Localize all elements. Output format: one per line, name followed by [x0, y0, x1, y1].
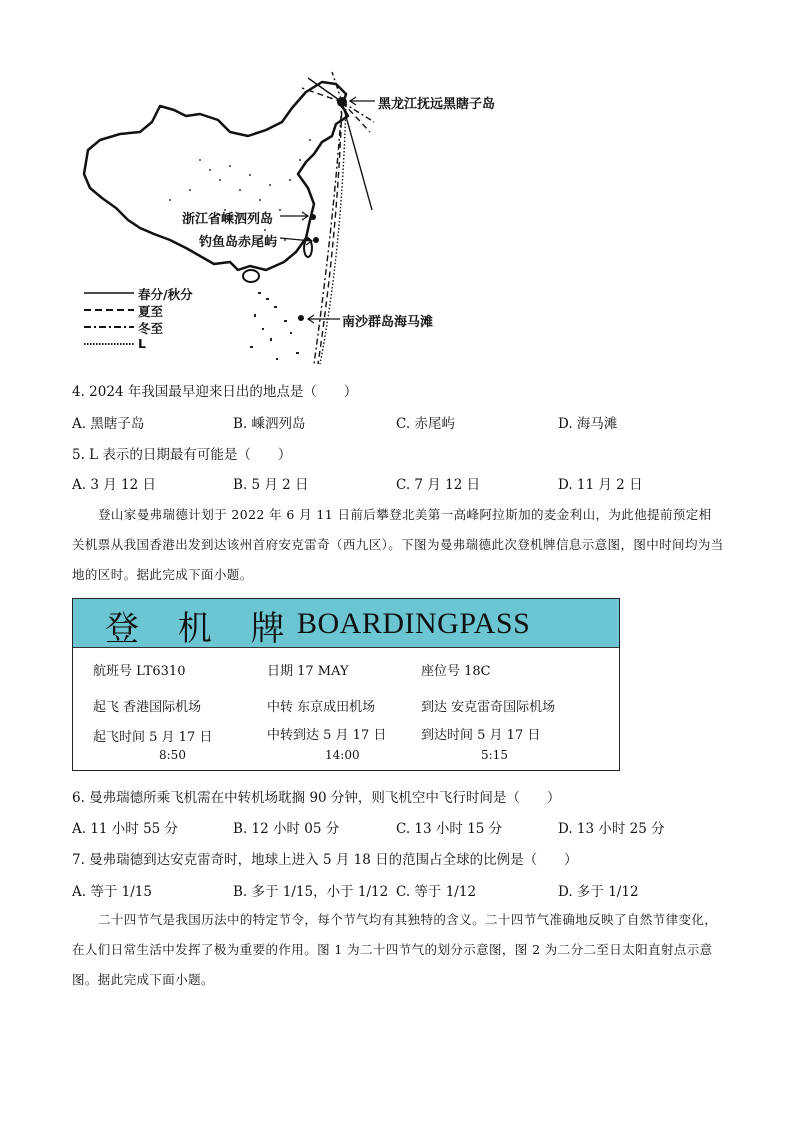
shengsi-dot [310, 214, 316, 220]
boarding-pass-title-cn: 登 机 牌 [105, 609, 299, 649]
q6-option-d: D. 13 小时 25 分 [558, 821, 665, 837]
depart-time: 8:50 [159, 748, 186, 762]
label-shengsi: 浙江省嵊泗列岛 [182, 212, 274, 227]
q4-option-a: A. 黑瞎子岛 [72, 416, 145, 432]
passage-boarding: 登山家曼弗瑞德计划于 2022 年 6 月 11 日前后攀登北美第一高峰阿拉斯加的麦金利山，为此他提前预定相关机票从我国香港出发到达该州首府安克雷奇（西九区）。下图为曼弗瑞德此次登机牌信息示意图，图中时间均为当地的区时。据此完成下面小题。 [72, 507, 724, 582]
flight-number: 航班号 LT6310 [93, 664, 186, 679]
q5-option-c: C. 7 月 12 日 [396, 477, 481, 493]
q5-option-a: A. 3 月 12 日 [72, 477, 156, 493]
transfer-airport: 中转 东京成田机场 [267, 700, 376, 715]
q7-option-b: B. 多于 1/15，小于 1/12 [233, 884, 389, 900]
hainan-island [243, 270, 259, 282]
q4-option-c: C. 赤尾屿 [396, 416, 455, 432]
transfer-time-label: 中转到达 5 月 17 日 [267, 728, 387, 743]
question-4: 4. 2024 年我国最早迎来日出的地点是（ ） [72, 384, 358, 400]
boarding-pass-title-en: BOARDINGPASS [297, 607, 531, 640]
q6-option-a: A. 11 小时 55 分 [72, 821, 179, 837]
legend-label-summer: 夏至 [138, 304, 164, 319]
legend-label-l: L [138, 336, 146, 351]
q6-option-b: B. 12 小时 05 分 [233, 821, 340, 837]
arrive-time: 5:15 [481, 748, 508, 762]
legend-label-equinox: 春分/秋分 [138, 287, 193, 302]
q6-option-c: C. 13 小时 15 分 [396, 821, 503, 837]
arrive-time-label: 到达时间 5 月 17 日 [421, 728, 541, 743]
q5-option-d: D. 11 月 2 日 [558, 477, 643, 493]
passage-solar-terms: 二十四节气是我国历法中的特定节令，每个节气均有其独特的含义。二十四节气准确地反映了自然节律变化，在人们日常生活中发挥了极为重要的作用。图 1 为二十四节气的划分示意图，图 2 为二分二至日太阳直射点示意图。据此完成下面小题。 [72, 912, 718, 987]
question-6: 6. 曼弗瑞德所乘飞机需在中转机场耽搁 90 分钟，则飞机空中飞行时间是（ ） [72, 790, 561, 806]
q7-option-c: C. 等于 1/12 [396, 884, 477, 900]
question-5: 5. L 表示的日期最有可能是（ ） [72, 447, 292, 463]
boarding-pass [72, 598, 620, 771]
flight-date: 日期 17 MAY [267, 664, 349, 679]
q4-option-d: D. 海马滩 [558, 416, 618, 432]
heixiazi-dot [337, 97, 347, 107]
seat-number: 座位号 18C [421, 664, 491, 679]
transfer-time: 14:00 [325, 748, 360, 762]
legend-label-winter: 冬至 [138, 321, 164, 336]
haima-dot [298, 315, 304, 321]
q4-option-b: B. 嵊泗列岛 [233, 416, 306, 432]
q7-option-d: D. 多于 1/12 [558, 884, 639, 900]
depart-time-label: 起飞时间 5 月 17 日 [93, 730, 213, 745]
q5-option-b: B. 5 月 2 日 [233, 477, 309, 493]
arrive-airport: 到达 安克雷奇国际机场 [421, 700, 556, 715]
map-legend-lines [82, 284, 138, 354]
depart-airport: 起飞 香港国际机场 [93, 700, 202, 715]
label-haima: 南沙群岛海马滩 [342, 315, 434, 330]
question-7: 7. 曼弗瑞德到达安克雷奇时，地球上进入 5 月 18 日的范围占全球的比例是（ ） [72, 852, 578, 868]
chiwei-dot [313, 237, 319, 243]
label-chiwei: 钓鱼岛赤尾屿 [199, 235, 278, 250]
label-heixiazi: 黑龙江抚远黑瞎子岛 [378, 97, 496, 112]
boarding-pass-header [73, 599, 619, 648]
q7-option-a: A. 等于 1/15 [72, 884, 152, 900]
